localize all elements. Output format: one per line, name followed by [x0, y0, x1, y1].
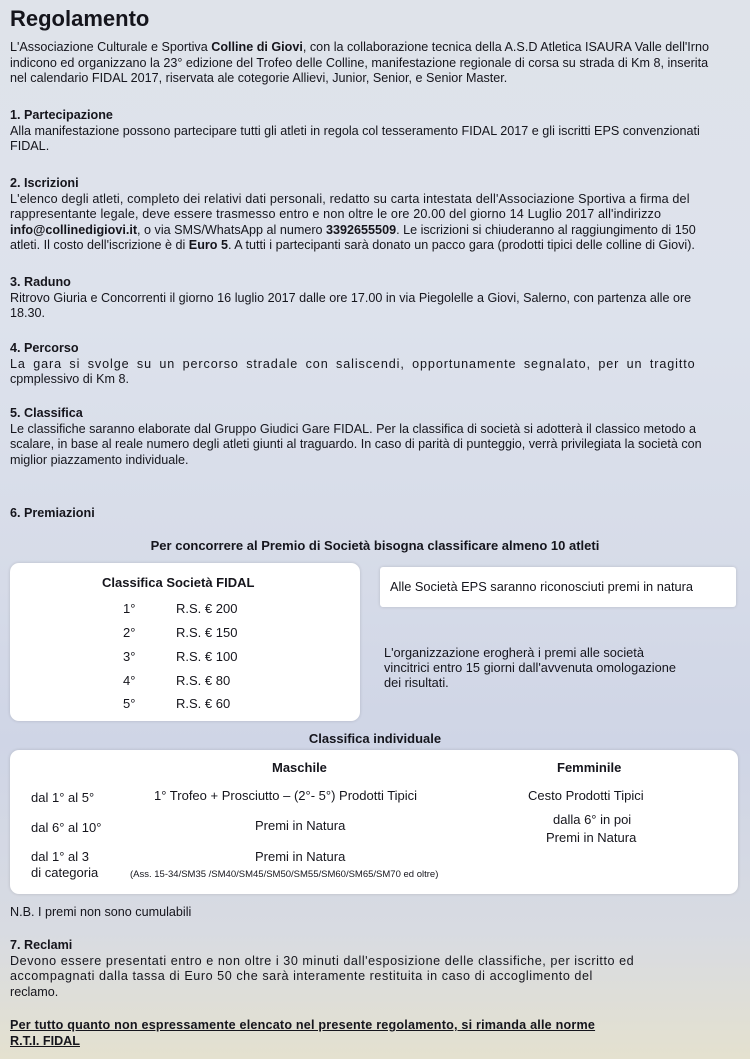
- nb-note: N.B. I premi non sono cumulabili: [10, 905, 192, 919]
- footer-line: R.T.I. FIDAL: [10, 1033, 80, 1048]
- footer-line: Per tutto quanto non espressamente elencato nel presente regolamento, si rimanda alle norme: [10, 1018, 596, 1032]
- prize-amount: R.S. € 80: [176, 673, 231, 688]
- intro-paragraph: [10, 40, 738, 87]
- intro-line-3: nel calendario FIDAL 2017, riservata ale cotegorie Allievi, Junior, Senior, e Senior Master.: [10, 71, 508, 86]
- prize-amount: R.S. € 60: [176, 696, 231, 711]
- section-percorso: [10, 341, 738, 388]
- section-text-line: Le classifiche saranno elaborate dal Gruppo Giudici Gare FIDAL. Per la classifica di società si adotterà il classico metodo a: [10, 421, 696, 436]
- section-text-line: L'elenco degli atleti, completo dei relativi dati personali, redatto su carta intestata dell'Associazione Sportiva a firma del: [10, 191, 690, 206]
- section-heading: 5. Classifica: [10, 406, 83, 420]
- prize-rank: 5°: [123, 696, 136, 711]
- entry-fee: Euro 5: [188, 238, 228, 253]
- section-reclami: [10, 938, 738, 1000]
- col-header-male: Maschile: [272, 760, 327, 775]
- section-text-line: atleti. Il costo dell'iscrizione è di Euro 5. A tutti i partecipanti sarà donato un pacco gara (prodotti tipici delle colline di Giovi).: [10, 238, 695, 253]
- section-text-line: rappresentante legale, deve essere trasmesso entro e non oltre le ore 20.00 del giorno 14 Luglio 2017 all'indirizzo: [10, 207, 662, 222]
- section-text-line: miglior piazzamento individuale.: [10, 452, 189, 467]
- eps-note-box: [380, 567, 736, 607]
- section-heading: 6. Premiazioni: [10, 506, 95, 520]
- male-prize: Premi in Natura: [255, 849, 346, 864]
- section-premiazioni: [10, 506, 738, 522]
- row-label: dal 1° al 5°: [31, 790, 95, 805]
- section-text-line: 18.30.: [10, 306, 46, 321]
- section-text-line: Devono essere presentati entro e non oltre i 30 minuti dall'esposizione delle classifiche, per iscritto ed: [10, 953, 635, 968]
- fidal-prize-box: [10, 563, 360, 721]
- row-label: di categoria: [31, 865, 99, 880]
- eps-note: Alle Società EPS saranno riconosciuti premi in natura: [390, 579, 694, 594]
- female-prize: Premi in Natura: [546, 830, 637, 845]
- section-heading: 7. Reclami: [10, 938, 73, 952]
- individual-title: Classifica individuale: [308, 731, 442, 746]
- intro-line-1: L'Associazione Culturale e Sportiva Colline di Giovi, con la collaborazione tecnica della A.S.D Atletica ISAURA Valle dell'Irno: [10, 40, 709, 54]
- female-prize: dalla 6° in poi: [553, 812, 632, 827]
- section-text-line: FIDAL.: [10, 139, 50, 154]
- category-list: (Ass. 15-34/SM35 /SM40/SM45/SM50/SM55/SM60/SM65/SM70 ed oltre): [130, 869, 439, 880]
- prize-rank: 2°: [123, 625, 136, 640]
- prize-rank: 3°: [123, 649, 136, 664]
- male-prize: Premi in Natura: [255, 818, 346, 833]
- footer-note: [10, 1018, 738, 1049]
- section-heading: 3. Raduno: [10, 275, 71, 289]
- email-link[interactable]: info@collinedigiovi.it: [10, 222, 138, 237]
- row-label: dal 1° al 3: [31, 849, 89, 864]
- col-header-female: Femminile: [557, 760, 622, 775]
- row-label: dal 6° al 10°: [31, 820, 102, 835]
- section-text-line: scalare, in base al reale numero degli atleti giunti al traguardo. In caso di parità di punteggio, verrà privilegiata la società con: [10, 437, 702, 452]
- section-partecipazione: [10, 108, 738, 155]
- intro-line-2: indicono ed organizzano la 23° edizione del Trofeo delle Colline, manifestazione regionale di corsa su strada di Km 8, inserita: [10, 55, 709, 70]
- individual-prize-table: [10, 750, 738, 894]
- section-text-line: Ritrovo Giuria e Concorrenti il giorno 16 luglio 2017 dalle ore 17.00 in via Piegolelle a Giovi, Salerno, con partenza alle ore: [10, 290, 692, 305]
- prize-rank: 1°: [123, 601, 136, 616]
- org-name: Colline di Giovi: [211, 40, 303, 54]
- section-text-line: Alla manifestazione possono partecipare tutti gli atleti in regola col tesseramento FIDAL 2017 e gli iscritti EPS convenzionati: [10, 123, 700, 138]
- section-heading: 4. Percorso: [10, 341, 79, 355]
- prize-amount: R.S. € 100: [176, 649, 238, 664]
- prize-rank: 4°: [123, 673, 136, 688]
- section-text-line: La gara si svolge su un percorso stradale con saliscendi, opportunamente segnalato, per un tragitto: [10, 356, 696, 371]
- male-prize: 1° Trofeo + Prosciutto – (2°- 5°) Prodotti Tipici: [154, 788, 418, 803]
- section-text-line: info@collinedigiovi.it, o via SMS/WhatsApp al numero 3392655509. Le iscrizioni si chiuderanno al raggiungimento di 150: [10, 222, 696, 237]
- section-text-line: cpmplessivo di Km 8.: [10, 372, 129, 387]
- page-title: Regolamento: [10, 6, 150, 31]
- section-text-line: reclamo.: [10, 984, 59, 999]
- prize-amount: R.S. € 200: [176, 601, 238, 616]
- org-note: L'organizzazione erogherà i premi alle società vincitrici entro 15 giorni dall'avvenuta omologazione dei risultati.: [384, 645, 676, 690]
- female-prize: Cesto Prodotti Tipici: [528, 788, 644, 803]
- fidal-title: Classifica Società FIDAL: [102, 575, 255, 590]
- prize-amount: R.S. € 150: [176, 625, 238, 640]
- section-raduno: [10, 275, 738, 322]
- section-text-line: accompagnati dalla tassa di Euro 50 che sarà interamente restituita in caso di accoglimento del: [10, 969, 593, 984]
- section-heading: 2. Iscrizioni: [10, 176, 79, 190]
- section-classifica: [10, 406, 738, 468]
- phone-number[interactable]: 3392655509: [326, 222, 397, 237]
- society-requirement: Per concorrere al Premio di Società bisogna classificare almeno 10 atleti: [150, 538, 600, 553]
- section-iscrizioni: [10, 176, 738, 254]
- section-heading: 1. Partecipazione: [10, 108, 113, 122]
